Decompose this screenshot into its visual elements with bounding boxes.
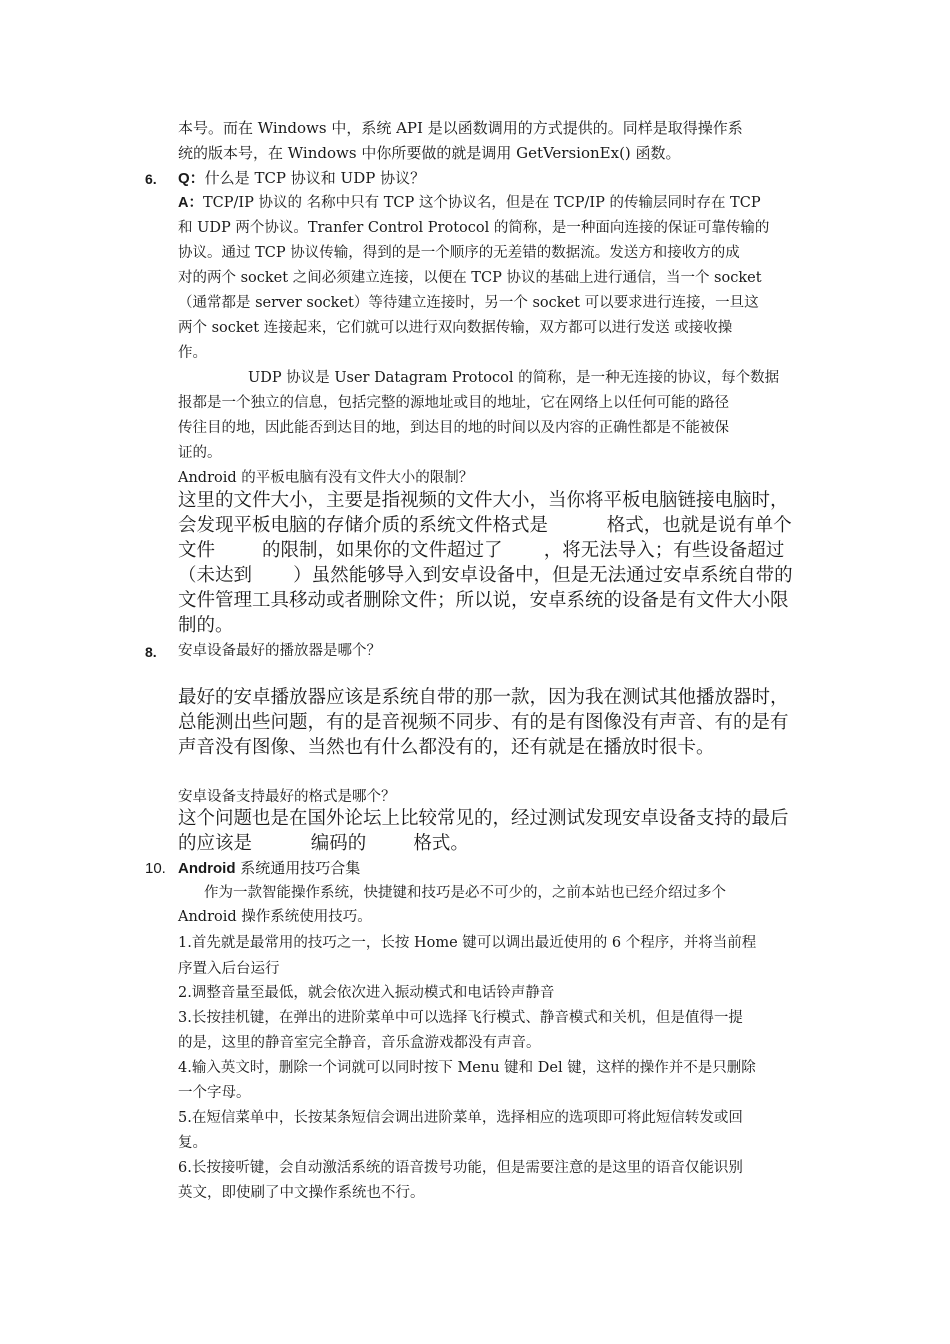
item-number-8: 8. — [145, 644, 157, 660]
q6-answer-line: 协议。通过 TCP 协议传输，得到的是一个顺序的无差错的数据流。发送方和接收方的成 — [178, 245, 740, 261]
q9-answer-line: 的应该是 编码的 格式。 — [178, 833, 469, 854]
tip-line: 一个字母。 — [178, 1085, 251, 1101]
udp-answer-line: 传往目的地，因此能否到达目的地，到达目的地的时间以及内容的正确性都是不能被保 — [178, 420, 729, 436]
q6-answer-line: （通常都是 server socket）等待建立连接时，另一个 socket 可以要求进行连接，一旦这 — [178, 295, 759, 311]
q6-answer-line: 两个 socket 连接起来，它们就可以进行双向数据传输，双方都可以进行发送 或接收操 — [178, 320, 733, 336]
q8-question: 安卓设备最好的播放器是哪个？ — [178, 643, 381, 659]
q8-answer-line: 总能测出些问题，有的是音视频不同步、有的是有图像没有声音、有的是有 — [178, 712, 789, 733]
tip-line: 序置入后台运行 — [178, 961, 280, 977]
q7-question: Android 的平板电脑有没有文件大小的限制？ — [178, 470, 474, 486]
tip-line: 5.在短信菜单中，长按某条短信会调出进阶菜单，选择相应的选项即可将此短信转发或回 — [178, 1110, 743, 1126]
tip-line: 英文，即使刷了中文操作系统也不行。 — [178, 1185, 425, 1201]
q6-answer-line: 和 UDP 两个协议。Tranfer Control Protocol 的简称，是一种面向连接的保证可靠传输的 — [178, 220, 770, 236]
q9-answer-line: 这个问题也是在国外论坛上比较常见的，经过测试发现安卓设备支持的最后 — [178, 808, 789, 829]
tip-line: 的是，这里的静音室完全静音，音乐盒游戏都没有声音。 — [178, 1035, 541, 1051]
q10-intro-line: 作为一款智能操作系统，快捷键和技巧是必不可少的，之前本站也已经介绍过多个 — [204, 885, 726, 901]
tip-line: 6.长按接听键，会自动激活系统的语音拨号功能，但是需要注意的是这里的语音仅能识别 — [178, 1160, 743, 1176]
q6-answer-line: TCP/IP 协议的 名称中只有 TCP 这个协议名，但是在 TCP/IP 的传输层同时存在 TCP — [202, 195, 761, 211]
item-number-10: 10. — [145, 860, 166, 877]
q6-answer-row-1 — [178, 193, 761, 213]
tip-line: 2.调整音量至最低，就会依次进入振动模式和电话铃声静音 — [178, 985, 555, 1001]
udp-answer-line: 证的。 — [178, 445, 222, 461]
tip-line: 1.首先就是最常用的技巧之一，长按 Home 键可以调出最近使用的 6 个程序，并将当前程 — [178, 935, 757, 951]
item-number-6: 6. — [145, 171, 157, 187]
q6-answer-line: 作。 — [178, 345, 207, 361]
udp-answer-line: 报都是一个独立的信息，包括完整的源地址或目的地址，它在网络上以任何可能的路径 — [178, 395, 729, 411]
q7-answer-line: （未达到 ）虽然能够导入到安卓设备中，但是无法通过安卓系统自带的 — [178, 565, 793, 586]
q10-title-row — [178, 858, 360, 879]
q10-title-bold: Android — [178, 860, 236, 877]
q-label: Q： — [178, 170, 205, 187]
q6-answer-line: 对的两个 socket 之间必须建立连接，以便在 TCP 协议的基础上进行通信，当一个 socket — [178, 270, 762, 286]
q10-title-rest: 系统通用技巧合集 — [235, 859, 361, 877]
tip-line: 3.长按挂机键，在弹出的进阶菜单中可以选择飞行模式、静音模式和关机，但是值得一提 — [178, 1010, 743, 1026]
q6-question-row — [178, 168, 425, 189]
q7-answer-line: 这里的文件大小，主要是指视频的文件大小，当你将平板电脑链接电脑时， — [178, 490, 789, 511]
continuation-line-1: 本号。而在 Windows 中，系统 API 是以函数调用的方式提供的。同样是取得操作系 — [178, 119, 743, 137]
q9-question: 安卓设备支持最好的格式是哪个？ — [178, 789, 396, 805]
q8-answer-line: 声音没有图像、当然也有什么都没有的，还有就是在播放时很卡。 — [178, 737, 715, 758]
q7-answer-line: 文件 的限制，如果你的文件超过了 ，将无法导入；有些设备超过 — [178, 540, 785, 561]
q7-answer-line: 制的。 — [178, 615, 234, 636]
q7-answer-line: 会发现平板电脑的存储介质的系统文件格式是 格式，也就是说有单个 — [178, 515, 792, 536]
q6-question: 什么是 TCP 协议和 UDP 协议？ — [204, 169, 426, 187]
tip-line: 复。 — [178, 1135, 207, 1151]
q7-answer-line: 文件管理工具移动或者删除文件；所以说，安卓系统的设备是有文件大小限 — [178, 590, 789, 611]
a-label: A： — [178, 195, 203, 211]
tip-line: 4.输入英文时，删除一个词就可以同时按下 Menu 键和 Del 键，这样的操作并不是只删除 — [178, 1060, 756, 1076]
q10-intro-line: Android 操作系统使用技巧。 — [178, 909, 372, 925]
udp-answer-line: UDP 协议是 User Datagram Protocol 的简称，是一种无连接的协议，每个数据 — [248, 370, 780, 386]
q8-answer-line: 最好的安卓播放器应该是系统自带的那一款，因为我在测试其他播放器时， — [178, 687, 789, 708]
continuation-line-2: 统的版本号，在 Windows 中你所要做的就是调用 GetVersionEx() 函数。 — [178, 144, 681, 162]
